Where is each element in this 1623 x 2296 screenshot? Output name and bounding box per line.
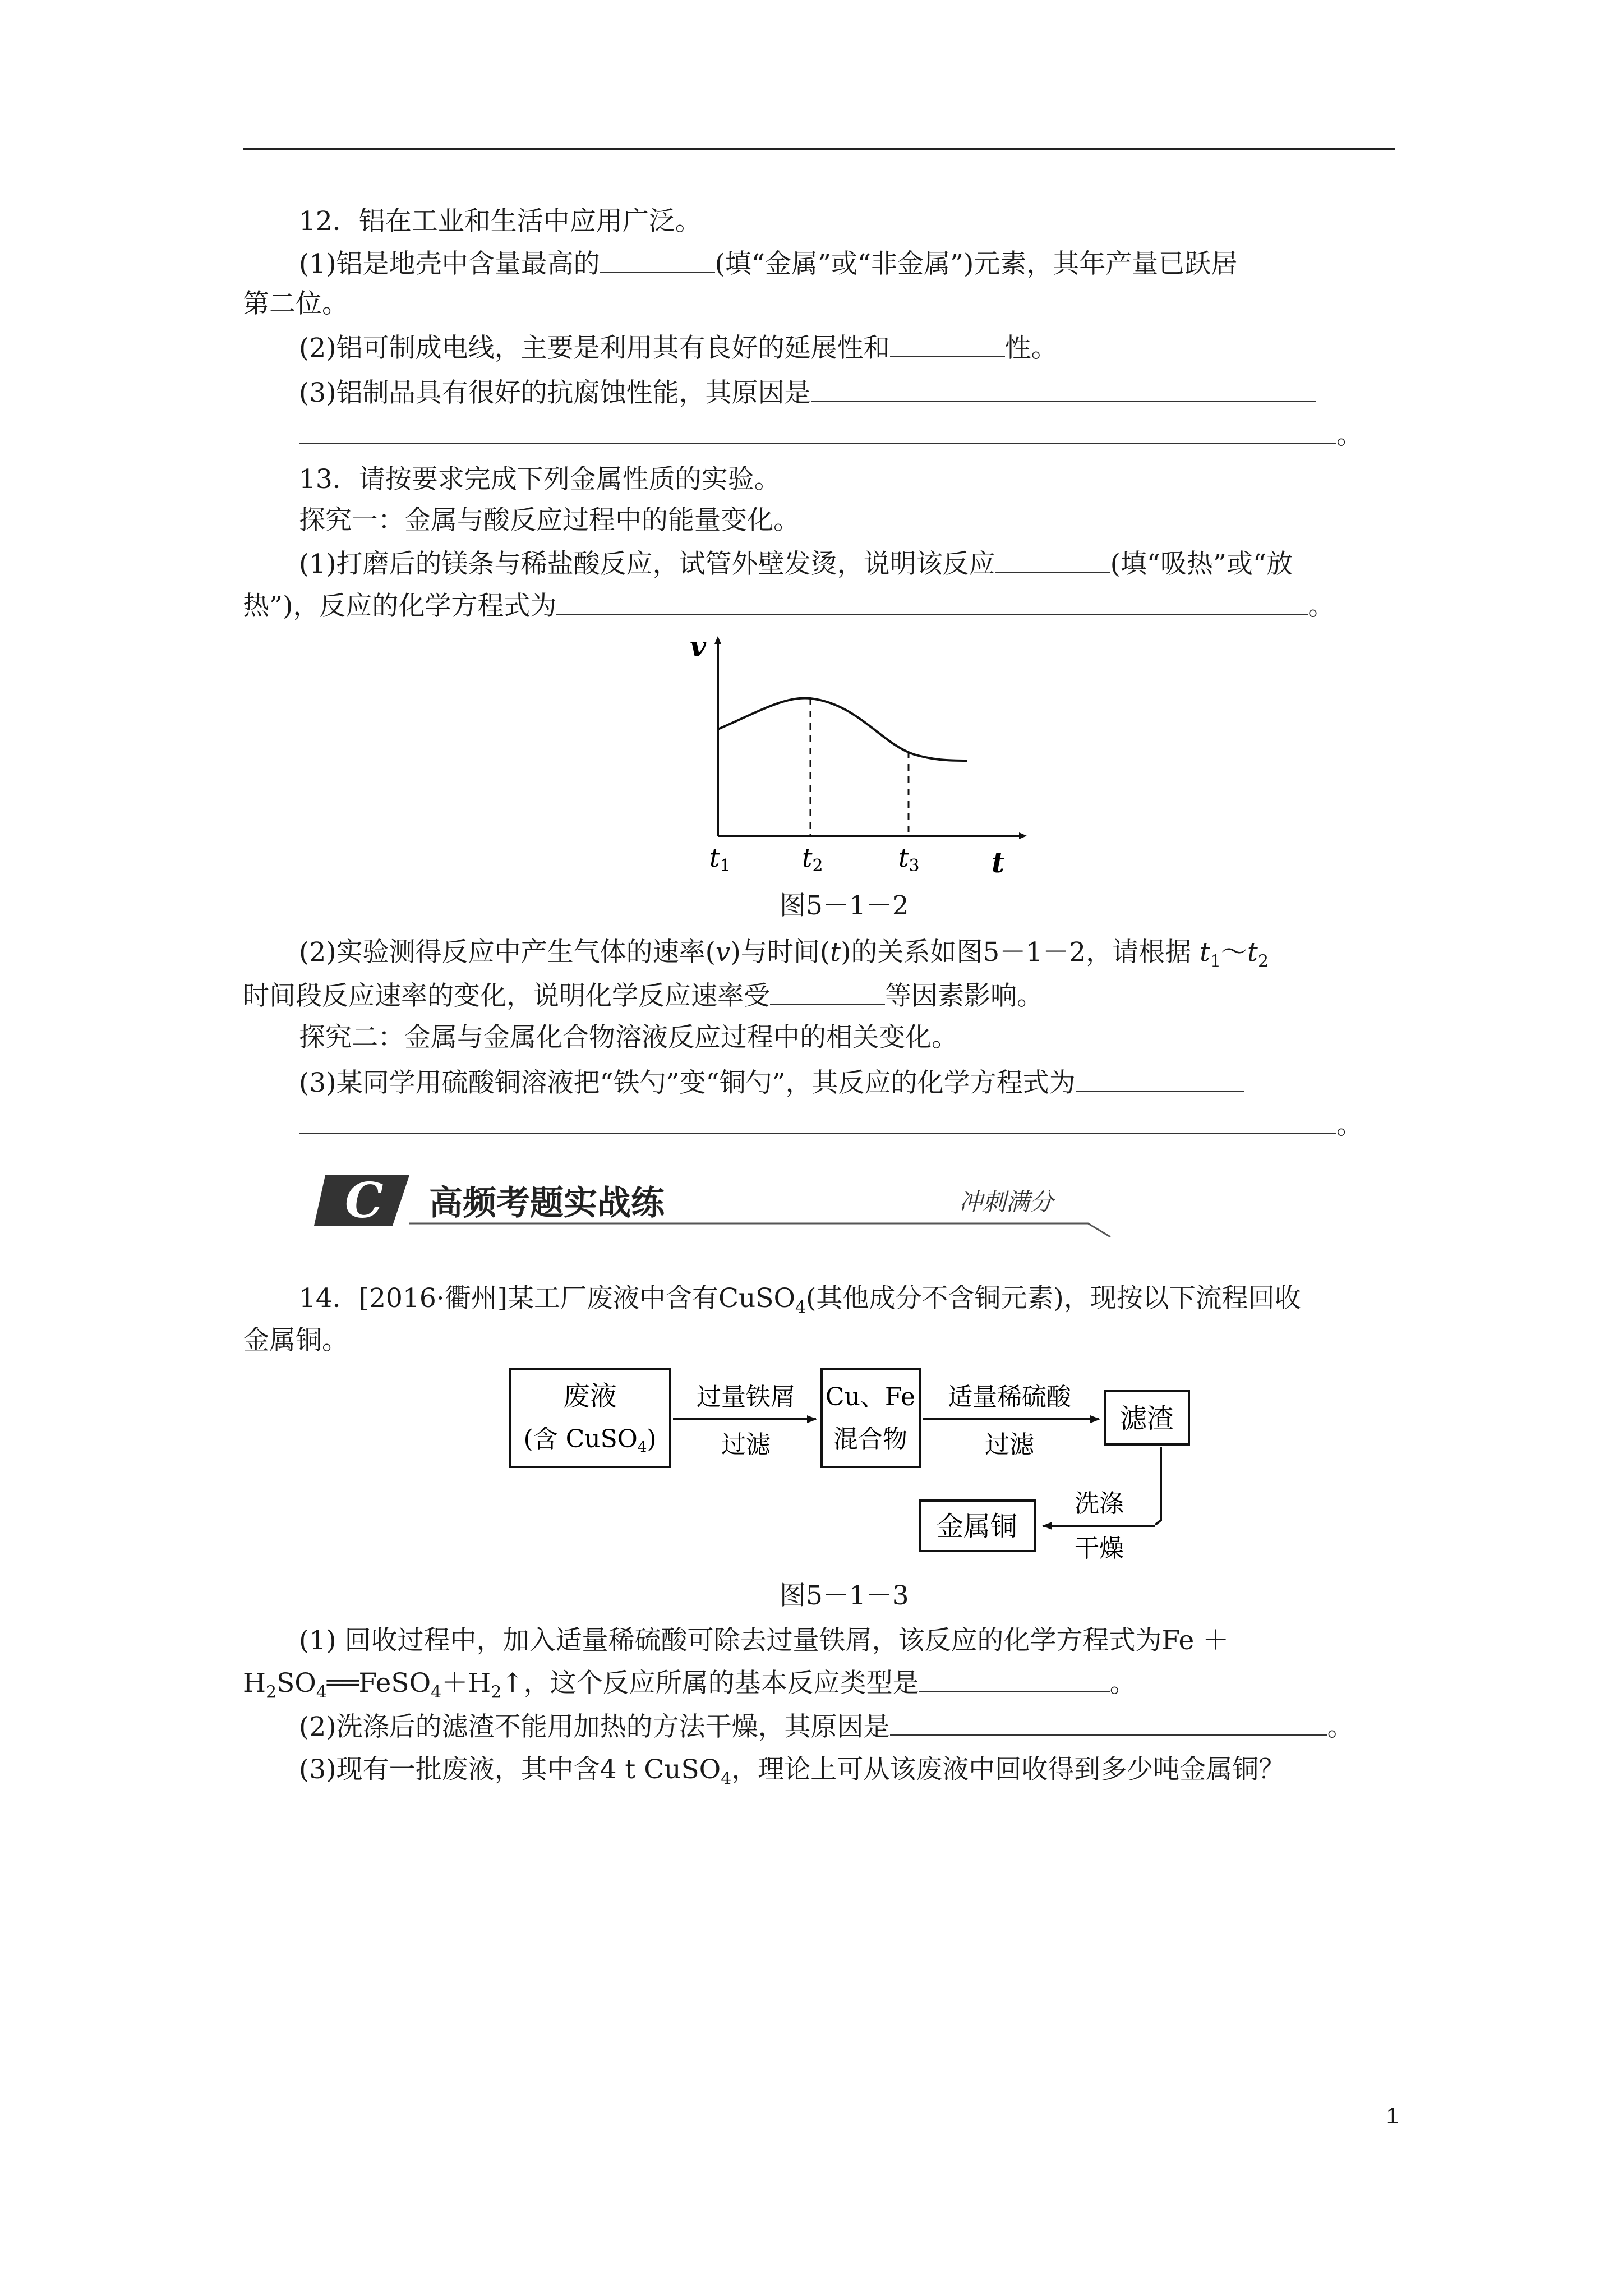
q14-stem: 14．[2016·衢州]某工厂废液中含有CuSO$_4$(其他成分不含铜元素)，现按以下流程回收 bbox=[299, 1283, 1301, 1318]
arrow1-operation: 过滤 bbox=[721, 1430, 771, 1459]
q12-part2: (2)铝可制成电线，主要是利用其有良好的延展性和 性。 bbox=[299, 331, 1058, 365]
answer-blank[interactable] bbox=[890, 1710, 1327, 1736]
q12-part1: (1)铝是地壳中含量最高的 (填“金属”或“非金属”)元素，其年产量已跃居 bbox=[299, 247, 1237, 281]
tick-t1: t1 bbox=[709, 843, 731, 876]
answer-blank[interactable] bbox=[556, 589, 1308, 615]
answer-blank[interactable] bbox=[995, 547, 1110, 573]
figure-caption: 图5－1－3 bbox=[780, 1580, 909, 1611]
q13-part2: (2)实验测得反应中产生气体的速率(v)与时间(t)的关系如图5－1－2，请根据 $t_1\sim t_2$ bbox=[299, 937, 1269, 972]
header-rule bbox=[243, 148, 1395, 150]
q14-part2: (2)洗涤后的滤渣不能用加热的方法干燥，其原因是 。 bbox=[299, 1710, 1354, 1744]
arrow3-operation-1: 洗涤 bbox=[1075, 1489, 1124, 1518]
y-axis-label: v bbox=[690, 634, 707, 663]
q12-part1-cont: 第二位。 bbox=[243, 288, 348, 319]
arrow3-operation-2: 干燥 bbox=[1075, 1534, 1124, 1563]
q12-part3-cont: 。 bbox=[299, 418, 1363, 452]
q13-part3: (3)某同学用硫酸铜溶液把“铁勺”变“铜勺”，其反应的化学方程式为 bbox=[299, 1066, 1244, 1100]
section-banner bbox=[314, 1170, 1122, 1237]
section-title: 高频考题实战练 bbox=[429, 1184, 665, 1223]
q13-part2-cont: 时间段反应速率的变化，说明化学反应速率受 等因素影响。 bbox=[243, 979, 1043, 1013]
q12-stem: 12．铝在工业和生活中应用广泛。 bbox=[299, 206, 702, 237]
page-number: 1 bbox=[1386, 2104, 1399, 2128]
tick-t2: t2 bbox=[802, 843, 823, 876]
q13-explore2: 探究二：金属与金属化合物溶液反应过程中的相关变化。 bbox=[299, 1022, 958, 1053]
section-subtitle: 冲刺满分 bbox=[959, 1188, 1054, 1216]
answer-blank[interactable] bbox=[770, 979, 885, 1005]
answer-blank[interactable] bbox=[299, 1108, 1336, 1134]
figure-caption: 图5－1－2 bbox=[780, 890, 909, 921]
answer-blank[interactable] bbox=[1076, 1066, 1244, 1092]
q14-part1: (1) 回收过程中，加入适量稀硫酸可除去过量铁屑，该反应的化学方程式为Fe ＋ bbox=[299, 1625, 1229, 1656]
banner-badge-letter: C bbox=[345, 1172, 384, 1229]
arrow1-reagent: 过量铁屑 bbox=[697, 1383, 795, 1411]
mixture-formula: Cu、Fe bbox=[825, 1383, 916, 1411]
q14-stem-cont: 金属铜。 bbox=[243, 1325, 348, 1356]
q14-part1-cont: $H_2SO_4══FeSO_4+H_2↑$，这个反应所属的基本反应类型是 。 bbox=[243, 1666, 1136, 1700]
banner-underline bbox=[409, 1223, 1110, 1237]
waste-liquid-content: (含 CuSO4) bbox=[523, 1425, 657, 1456]
answer-blank[interactable] bbox=[811, 376, 1316, 402]
q14-part3: (3)现有一批废液，其中含4 t CuSO$_4$，理论上可从该废液中回收得到多少吨金属铜？ bbox=[299, 1754, 1285, 1789]
q13-stem: 13．请按要求完成下列金属性质的实验。 bbox=[299, 464, 781, 495]
tick-t3: t3 bbox=[898, 843, 920, 876]
filter-residue-label: 滤渣 bbox=[1119, 1403, 1174, 1434]
copper-recovery-flow bbox=[505, 1358, 1234, 1571]
answer-blank[interactable] bbox=[600, 247, 715, 273]
q13-part1-cont: 热”)，反应的化学方程式为 。 bbox=[243, 589, 1334, 623]
answer-blank[interactable] bbox=[919, 1666, 1110, 1692]
rate-curve bbox=[718, 698, 967, 761]
flow-connector bbox=[1155, 1447, 1161, 1525]
arrow2-operation: 过滤 bbox=[985, 1430, 1034, 1459]
rate-time-graph bbox=[673, 634, 1038, 898]
q13-part3-cont: 。 bbox=[299, 1108, 1363, 1142]
q12-part3: (3)铝制品具有很好的抗腐蚀性能，其原因是 bbox=[299, 376, 1316, 410]
waste-liquid-label: 废液 bbox=[562, 1381, 617, 1412]
answer-blank[interactable] bbox=[890, 331, 1005, 357]
arrow2-reagent: 适量稀硫酸 bbox=[948, 1383, 1071, 1411]
x-axis-label: t bbox=[992, 846, 1005, 879]
answer-blank[interactable] bbox=[299, 418, 1336, 444]
mixture-label: 混合物 bbox=[833, 1425, 907, 1453]
q13-part1: (1)打磨后的镁条与稀盐酸反应，试管外壁发烫，说明该反应 (填“吸热”或“放 bbox=[299, 547, 1293, 581]
q13-explore1: 探究一：金属与酸反应过程中的能量变化。 bbox=[299, 505, 800, 536]
copper-metal-label: 金属铜 bbox=[936, 1511, 1018, 1542]
